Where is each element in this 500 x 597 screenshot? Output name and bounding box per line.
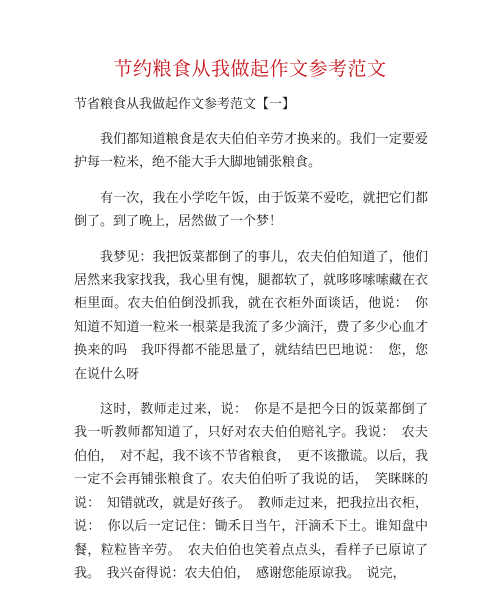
paragraph: 我们都知道粮食是农夫伯伯辛劳才换来的。我们一定要爱护每一粒米，绝不能大手大脚地铺张粮食。 (74, 132, 428, 171)
document-body (74, 128, 442, 597)
paragraph: 这时，教师走过来，说： 你是不是把今日的饭菜都倒了 我一听教师都知道了，只好对农夫伯伯赔礼字。我说： 农夫伯伯， 对不起，我不该不节省粮食， 更不该撒谎。以后，我一定不会再铺张粮食了。农夫伯伯听了我说的话， 笑眯眯的说： 知错就改，就是好孩子。 教师走过来，把我拉出衣柜，说： 你以后一定记住：锄禾日当午，汗滴禾下土。谁知盘中餐，粒粒皆辛劳。 农夫伯伯也笑着点点头，看样子已原谅了我。 我兴奋得说：农夫伯伯， 感谢您能原谅我。 说完， (74, 402, 442, 581)
document-title: 节约粮食从我做起作文参考范文 (113, 58, 387, 80)
paragraph: 我梦见：我把饭菜都倒了的事儿，农夫伯伯知道了，他们居然来我家找我，我心里有愧，腿都软了，就哆哆嗦嗦藏在衣柜里面。农夫伯伯倒没抓我，就在衣柜外面谈话，他说： 你知道不知道一粒米一根菜是我流了多少滴汗，费了多少心血才换来的吗 我吓得都不能思量了，就结结巴巴地说： 您，您在说什么呀 (74, 249, 428, 382)
paragraph: 有一次，我在小学吃午饭，由于饭菜不爱吃，就把它们都倒了。到了晚上，居然做了一个梦！ (74, 190, 428, 230)
document-subtitle: 节省粮食从我做起作文参考范文【一】 (74, 97, 296, 112)
